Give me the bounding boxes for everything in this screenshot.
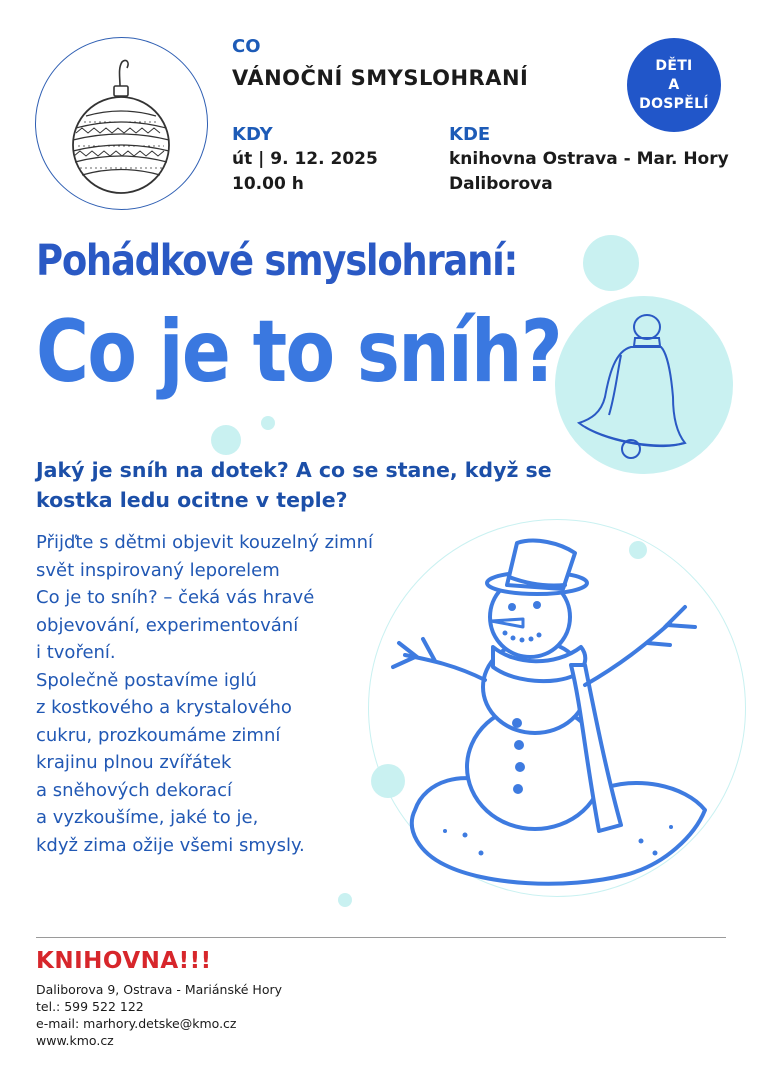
when-label: KDY [232, 124, 273, 145]
event-date: út | 9. 12. 2025 [232, 149, 378, 169]
event-title: VÁNOČNÍ SMYSLOHRANÍ [232, 66, 529, 90]
ornament-frame [35, 37, 208, 210]
bubble-decoration [211, 425, 241, 455]
badge-line-3: DOSPĚLÍ [639, 95, 709, 112]
what-label: CO [232, 36, 261, 57]
headline-line-1: Pohádkové smyslohraní: [36, 236, 518, 286]
where-label: KDE [449, 124, 491, 145]
footer-phone: tel.: 599 522 122 [36, 999, 144, 1014]
badge-line-1: DĚTI [655, 57, 693, 74]
snowman-icon [385, 535, 715, 895]
event-street: Daliborova [449, 174, 553, 194]
footer-email: e-mail: marhory.detske@kmo.cz [36, 1016, 237, 1031]
ornament-icon [36, 38, 206, 208]
bubble-decoration [583, 235, 639, 291]
event-place: knihovna Ostrava - Mar. Hory [449, 149, 729, 169]
library-brand: KNIHOVNA!!! [36, 948, 212, 974]
headline-line-2: Co je to sníh? [36, 302, 562, 402]
subheadline: Jaký je sníh na dotek? A co se stane, když se kostka ledu ocitne v teple? [36, 458, 552, 512]
footer-address: Daliborova 9, Ostrava - Mariánské Hory [36, 982, 283, 997]
bell-icon [565, 305, 715, 465]
bubble-decoration [338, 893, 352, 907]
footer-website: www.kmo.cz [36, 1033, 114, 1048]
badge-line-2: A [668, 76, 680, 93]
footer-divider [36, 937, 726, 938]
audience-badge [627, 38, 721, 132]
event-time: 10.00 h [232, 174, 304, 194]
description-text: Přijďte s dětmi objevit kouzelný zimní svět inspirovaný leporelem Co je to sníh? – čeká vás hravé objevování, experimentování i tvoření. Společně postavíme iglú z kostkového a krystalového cukru, prozkoumáme zimní krajinu plnou zvířátek a sněhových dekorací a vyzkoušíme, jaké to je, když zima ožije všemi smysly. [36, 532, 373, 856]
bubble-decoration [261, 416, 275, 430]
